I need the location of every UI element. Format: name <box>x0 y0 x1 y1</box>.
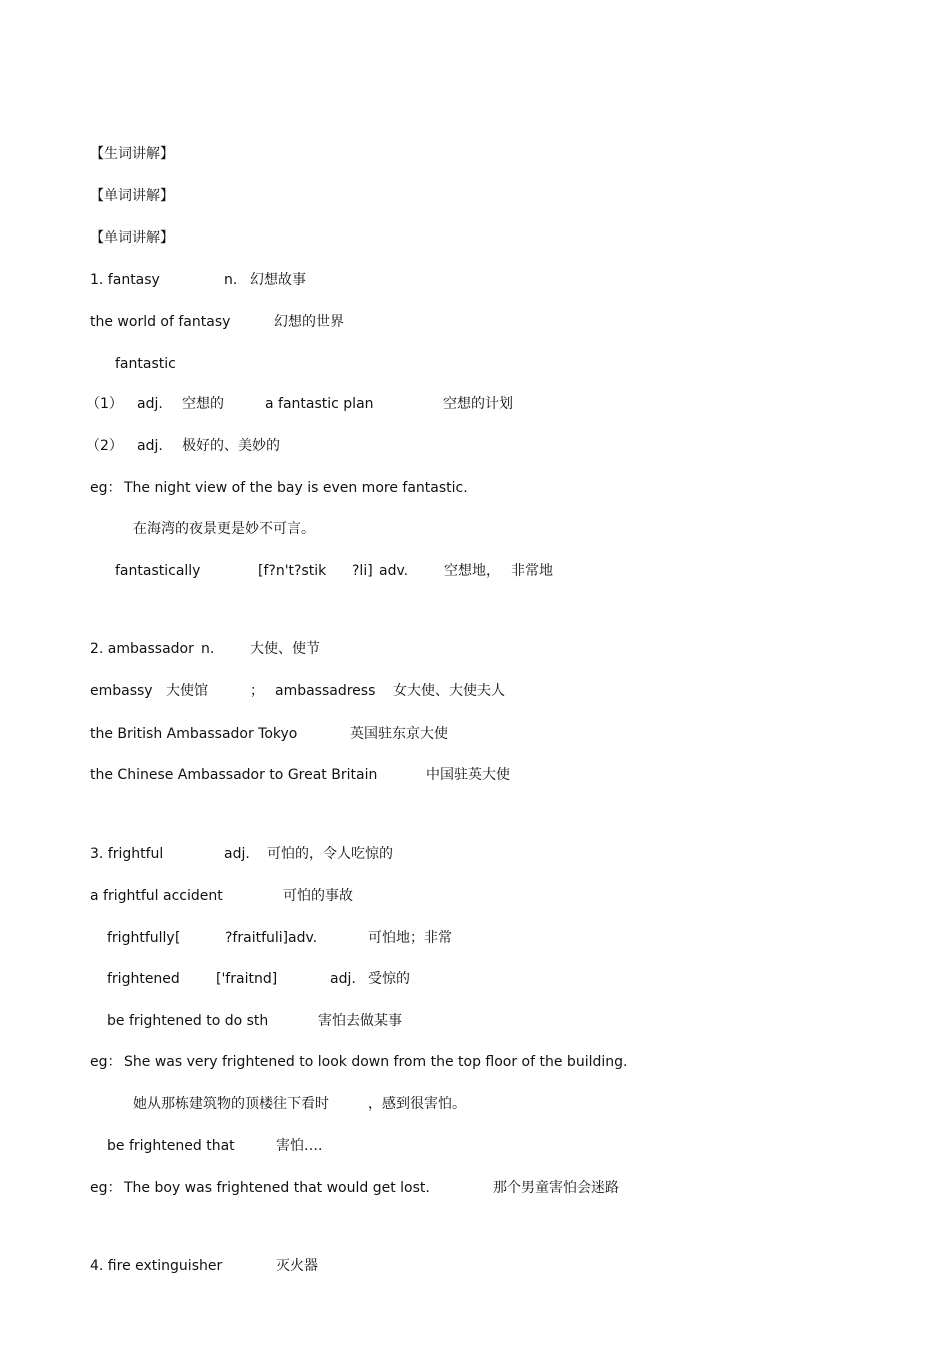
phrase-en: the Chinese Ambassador to Great Britain <box>90 767 378 783</box>
sense-number: （2） <box>86 438 123 454</box>
phrase-cn: 可怕的事故 <box>283 888 353 904</box>
adverb-ipa: [ <box>175 930 181 946</box>
sense-number: （1） <box>86 396 123 412</box>
phrase-cn: 英国驻东京大使 <box>350 726 448 742</box>
derivative-word: frightened <box>107 971 180 987</box>
adverb-ipa: [f?n't?stik <box>258 563 327 579</box>
eg-translation-end: ，感到很害怕。 <box>368 1096 466 1112</box>
entry-word: 2. ambassador <box>90 641 194 657</box>
adverb-word: frightfully <box>107 930 175 946</box>
heading-text: 【生词讲解】 <box>90 146 174 162</box>
separator: ； <box>250 683 264 699</box>
adverb-meaning: 可怕地；非常 <box>368 930 452 946</box>
adverb-pos: adv. <box>379 563 409 579</box>
phrase-en: the world of fantasy <box>90 314 231 330</box>
sense-example-cn: 空想的计划 <box>443 396 513 412</box>
entry-word: 4. fire extinguisher <box>90 1258 223 1274</box>
eg-sentence: She was very frightened to look down from the top floor of the building. <box>124 1054 628 1070</box>
adverb-ipa-end: ?li] <box>352 563 373 579</box>
eg-label: eg： <box>90 1180 122 1196</box>
eg-label: eg： <box>90 480 122 496</box>
related-word-2-cn: 女大使、大使夫人 <box>393 683 505 699</box>
related-word-2: ambassadress <box>275 683 376 699</box>
entry-word: 1. fantasy <box>90 272 160 288</box>
eg-label: eg： <box>90 1054 122 1070</box>
phrase-en: be frightened that <box>107 1138 235 1154</box>
phrase-en: the British Ambassador Tokyo <box>90 726 298 742</box>
eg-translation: 那个男童害怕会迷路 <box>493 1180 619 1196</box>
eg-sentence: The boy was frightened that would get lost. <box>124 1180 430 1196</box>
heading-text: 【单词讲解】 <box>90 230 174 246</box>
entry-word: 3. frightful <box>90 846 164 862</box>
eg-translation: 在海湾的夜景更是妙不可言。 <box>133 521 315 537</box>
sense-pos: adj. <box>137 438 163 454</box>
entry-pos: adj. <box>224 846 250 862</box>
sense-meaning: 空想的 <box>182 396 224 412</box>
eg-sentence: The night view of the bay is even more fantastic. <box>124 480 468 496</box>
entry-meaning: 大使、使节 <box>250 641 320 657</box>
adverb-meaning-2: 非常地 <box>511 563 553 579</box>
derivative-meaning: 受惊的 <box>368 971 410 987</box>
derivative-ipa: ['fraitnd] <box>216 971 278 987</box>
phrase-cn: 中国驻英大使 <box>426 767 510 783</box>
phrase-cn: 害怕去做某事 <box>318 1013 402 1029</box>
entry-pos: n. <box>201 641 215 657</box>
sense-example: a fantastic plan <box>265 396 374 412</box>
heading-text: 【单词讲解】 <box>90 188 174 204</box>
entry-meaning: 可怕的，令人吃惊的 <box>267 846 393 862</box>
related-word-cn: 大使馆 <box>166 683 208 699</box>
derivative-pos: adj. <box>330 971 356 987</box>
derivative-word: fantastic <box>115 356 176 372</box>
related-word: embassy <box>90 683 153 699</box>
sense-meaning: 极好的、美妙的 <box>182 438 280 454</box>
adverb-pos: adv. <box>288 930 318 946</box>
eg-translation: 她从那栋建筑物的顶楼往下看时 <box>133 1096 329 1112</box>
phrase-en: be frightened to do sth <box>107 1013 269 1029</box>
entry-pos: n. <box>224 272 238 288</box>
phrase-en: a frightful accident <box>90 888 223 904</box>
sense-pos: adj. <box>137 396 163 412</box>
entry-meaning: 灭火器 <box>276 1258 318 1274</box>
phrase-cn: 幻想的世界 <box>274 314 344 330</box>
entry-meaning: 幻想故事 <box>250 272 306 288</box>
adverb-ipa-end: ?fraitfuli] <box>225 930 289 946</box>
adverb-word: fantastically <box>115 563 201 579</box>
adverb-meaning: 空想地， <box>444 563 500 579</box>
phrase-cn: 害怕…. <box>276 1138 323 1154</box>
